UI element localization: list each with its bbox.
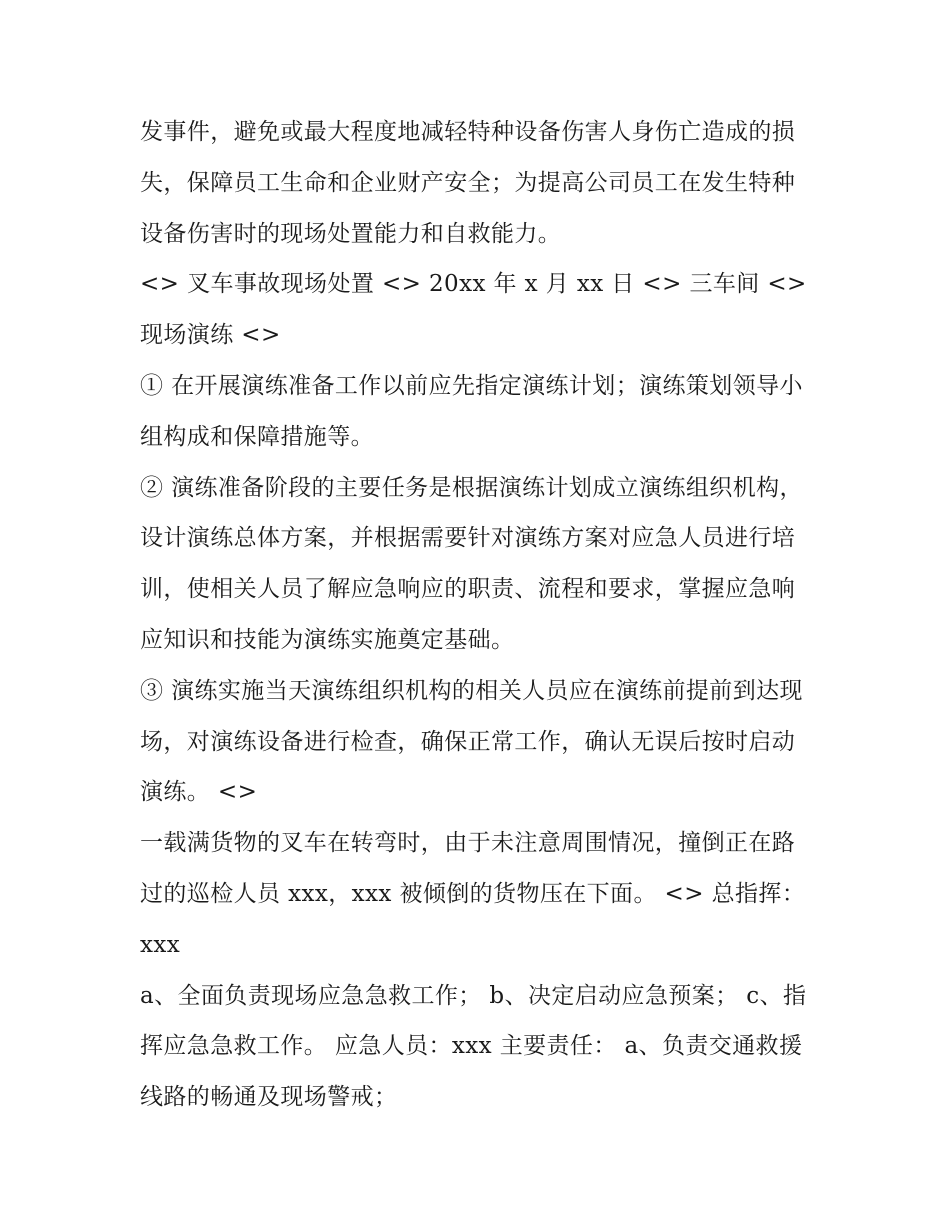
paragraph-step-1: ① 在开展演练准备工作以前应先指定演练计划；演练策划领导小组构成和保障措施等。 <box>140 372 803 450</box>
paragraph-scenario: 一载满货物的叉车在转弯时，由于未注意周围情况，撞倒正在路过的巡检人员 xxx，xxx 被倾倒的货物压在下面。 <> 总指挥：xxx <box>140 830 806 958</box>
paragraph-drill-info: <> 叉车事故现场处置 <> 20xx 年 x 月 xx 日 <> 三车间 <> 现场演练 <> <box>140 271 807 349</box>
paragraph-step-2: ② 演练准备阶段的主要任务是根据演练计划成立演练组织机构，设计演练总体方案，并根据需要针对演练方案对应急人员进行培训，使相关人员了解应急响应的职责、流程和要求，掌握应急响应知识和技能为演练实施奠定基础。 <box>140 474 803 653</box>
paragraph-step-3: ③ 演练实施当天演练组织机构的相关人员应在演练前提前到达现场，对演练设备进行检查，确保正常工作，确认无误后按时启动演练。 <> <box>140 677 803 806</box>
paragraph-intro: 发事件，避免或最大程度地减轻特种设备伤害人身伤亡造成的损失，保障员工生命和企业财产安全；为提高公司员工在发生特种设备伤害时的现场处置能力和自救能力。 <box>140 119 796 247</box>
document-body <box>140 107 812 1123</box>
paragraph-responsibilities: a、全面负责现场应急急救工作； b、决定启动应急预案； c、指挥应急急救工作。 应急人员：xxx 主要责任： a、负责交通救援线路的畅通及现场警戒； <box>140 982 807 1111</box>
